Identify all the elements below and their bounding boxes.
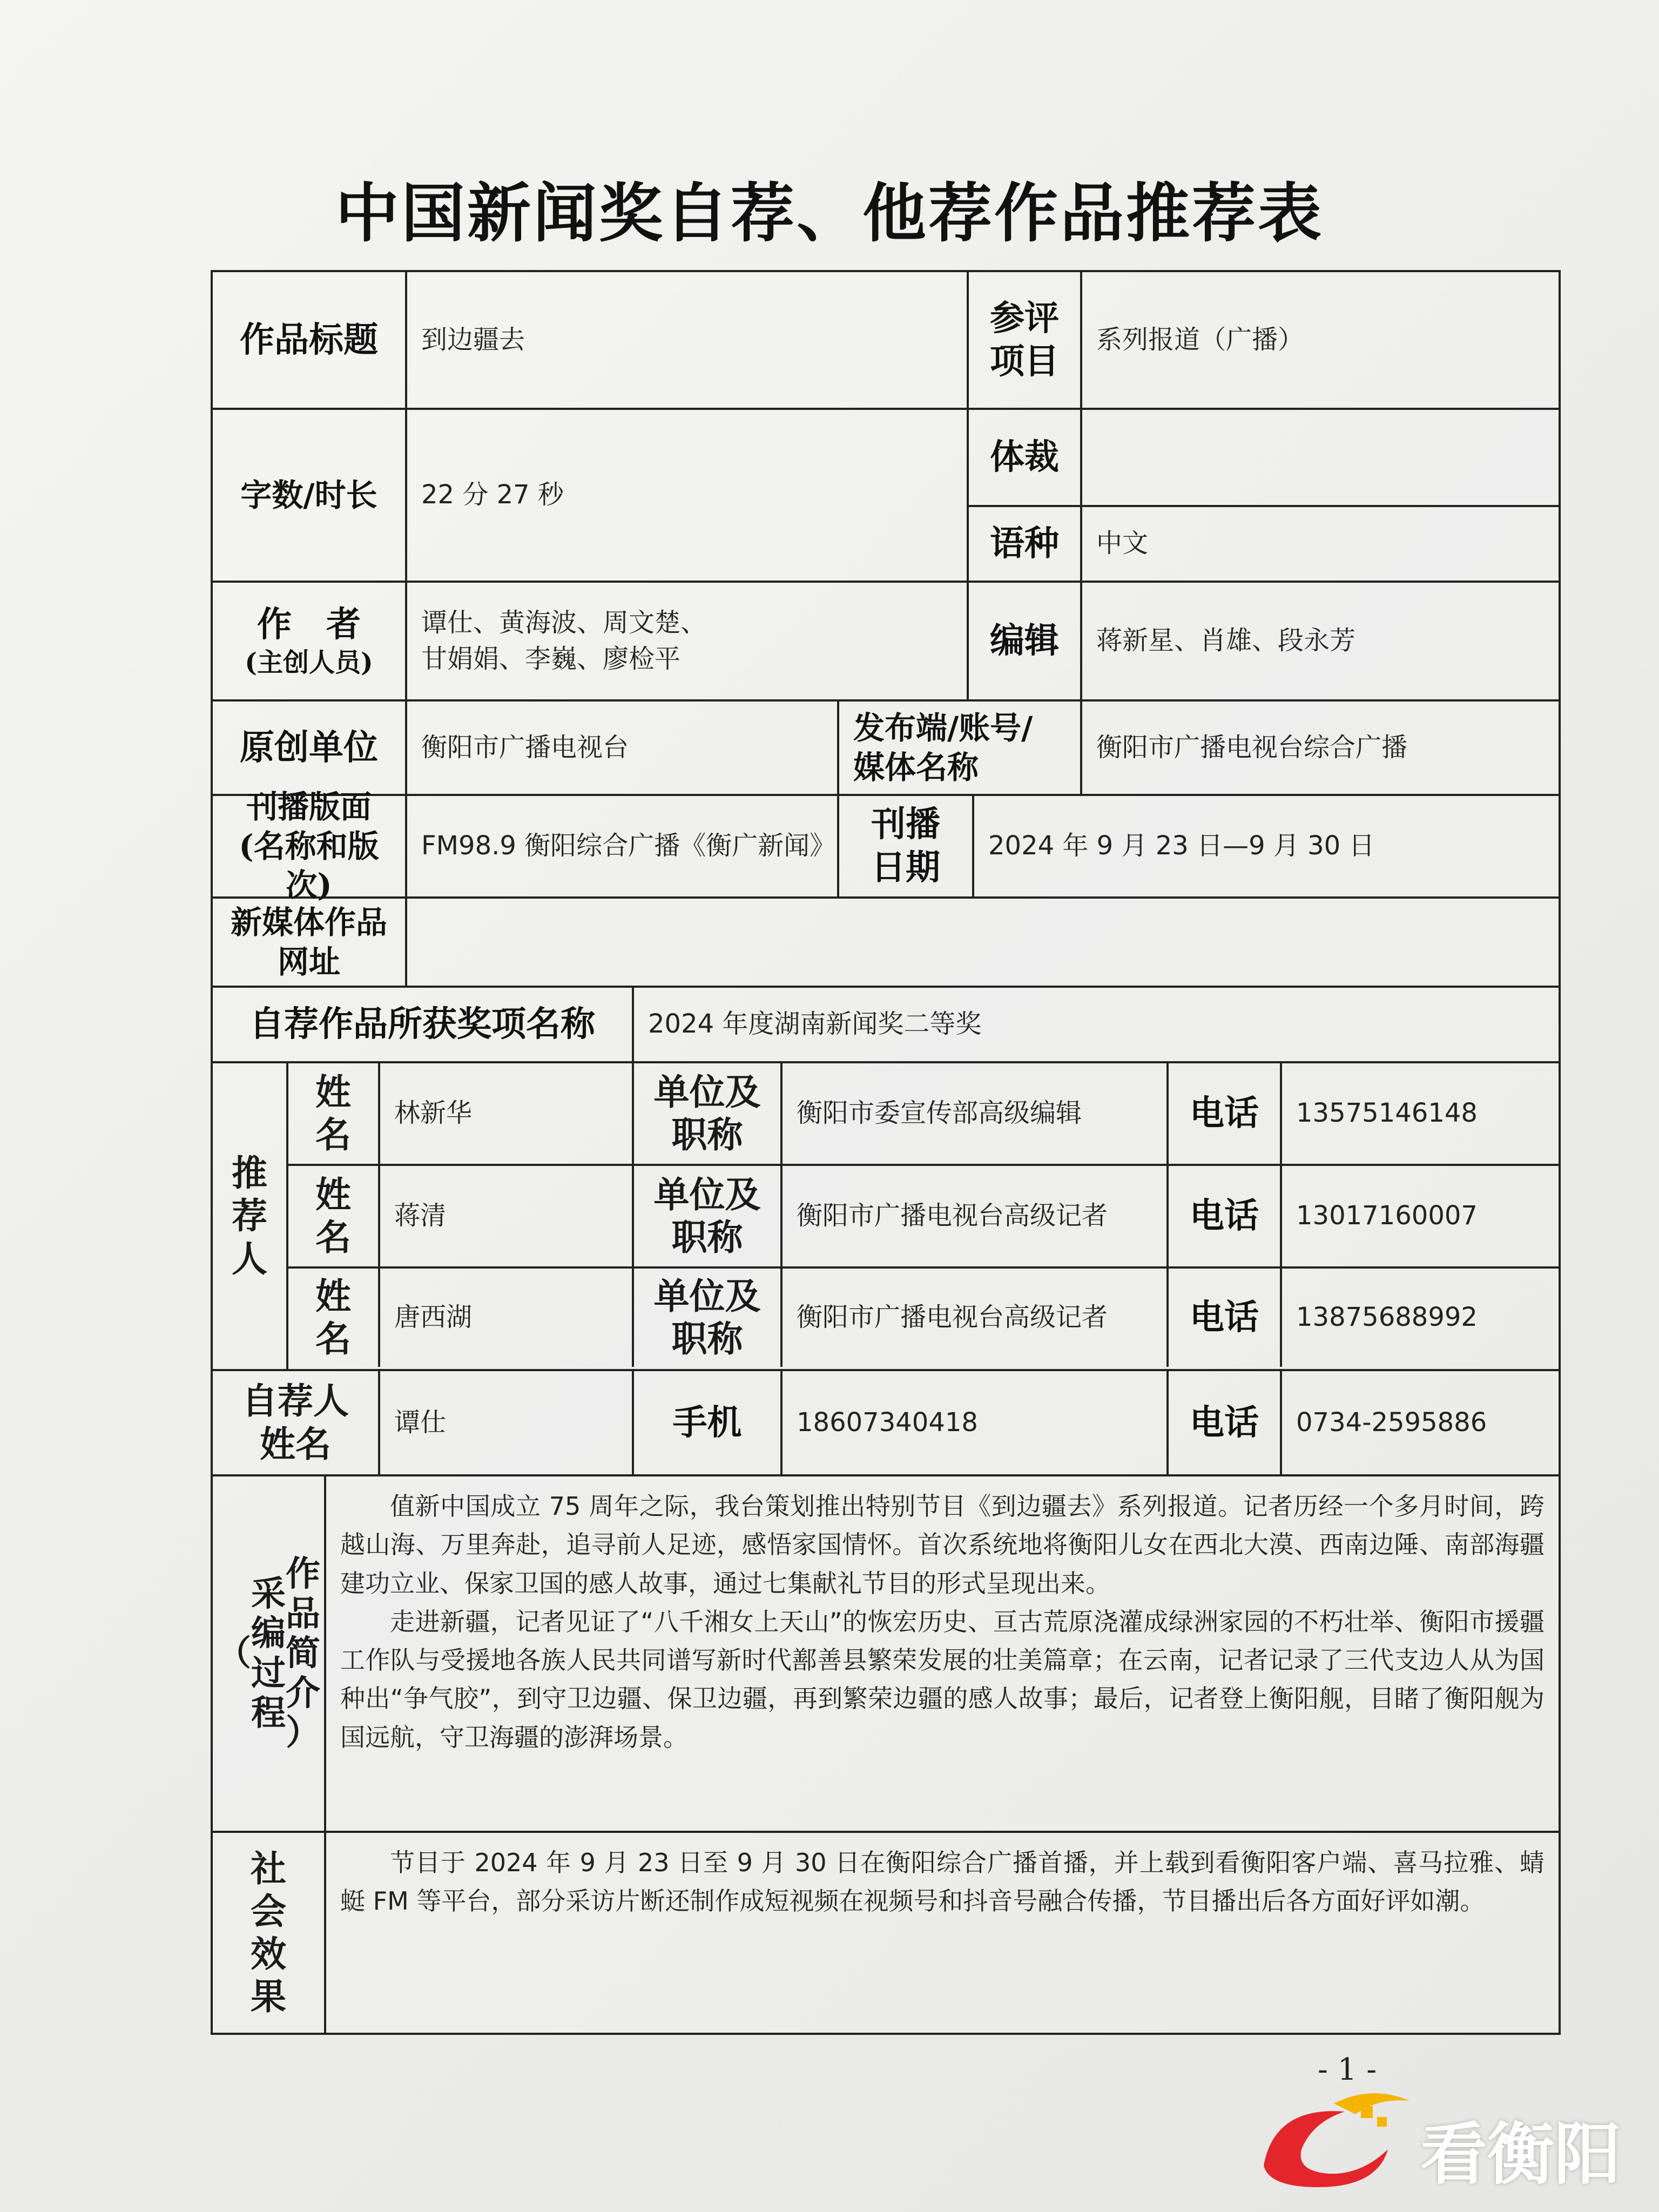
label-phone: 电话 — [1169, 1063, 1282, 1164]
recommender-phone: 13875688992 — [1296, 1302, 1478, 1333]
label-broadcast-section: 刊播版面 (名称和版次) — [213, 796, 407, 896]
label-name: 姓 名 — [288, 1063, 380, 1164]
form-title: 中国新闻奖自荐、他荐作品推荐表 — [335, 176, 1324, 251]
label-origin-unit: 原创单位 — [213, 702, 407, 794]
label-author: 作 者 (主创人员) — [213, 583, 407, 699]
value-length: 22 分 27 秒 — [407, 410, 969, 581]
page-number: - 1 - — [1318, 2052, 1377, 2087]
row-work-title — [213, 272, 1559, 410]
recommender-row — [288, 1063, 1559, 1166]
label-genre: 体裁 — [969, 410, 1082, 505]
label-phone: 电话 — [1169, 1371, 1282, 1474]
process-description — [326, 1476, 1559, 1831]
row-broadcast — [213, 788, 1559, 904]
recommendation-form — [211, 270, 1561, 2035]
self-recommender-phone: 0734-2595886 — [1296, 1407, 1487, 1438]
effect-description — [326, 1833, 1559, 1932]
label-broadcast-date: 刊播 日期 — [839, 796, 974, 896]
value-work-title: 到边疆去 — [407, 272, 969, 408]
value-new-media-url — [407, 899, 1559, 986]
recommender-phone: 13575146148 — [1296, 1098, 1478, 1129]
label-length: 字数/时长 — [213, 410, 407, 581]
value-author: 谭仕、黄海波、周文楚、 甘娟娟、李巍、廖检平 — [407, 583, 969, 699]
value-category: 系列报道（广播） — [1096, 324, 1304, 355]
label-category: 参评 项目 — [969, 272, 1082, 408]
label-unit-title: 单位及 职称 — [634, 1269, 783, 1367]
value-publisher: 衡阳市广播电视台综合广播 — [1096, 732, 1408, 763]
self-recommender-mobile: 18607340418 — [783, 1371, 1169, 1474]
value-language: 中文 — [1096, 528, 1149, 559]
label-phone: 电话 — [1169, 1166, 1282, 1266]
value-broadcast-section: FM98.9 衡阳综合广播《衡广新闻》 — [407, 796, 839, 896]
label-publisher: 发布端/账号/ 媒体名称 — [839, 702, 1082, 794]
row-new-media — [213, 899, 1559, 988]
process-paragraph: 值新中国成立 75 周年之际，我台策划推出特别节目《到边疆去》系列报道。记者历经一个多月时间，跨越山海、万里奔赴，追寻前人足迹，感悟家国情怀。首次系统地将衡阳儿女在西北大漠、西南边陲、南部海疆建功立业、保家卫国的感人故事，通过七集献礼节目的形式呈现出来。 — [340, 1492, 1545, 1598]
row-length — [213, 410, 1559, 583]
recommender-unit: 衡阳市委宣传部高级编辑 — [783, 1063, 1169, 1164]
label-language: 语种 — [969, 507, 1082, 581]
label-process: （ 采 编 过 程 作 品 简 介 ） — [213, 1476, 326, 1831]
effect-paragraph: 节目于 2024 年 9 月 23 日至 9 月 30 日在衡阳综合广播首播，并上载到看衡阳客户端、喜马拉雅、蜻蜓 FM 等平台，部分采访片断还制作成短视频在视频号和抖音号融合传播，节目播出后各方面好评如潮。 — [340, 1848, 1545, 1916]
value-origin-unit: 衡阳市广播电视台 — [407, 702, 839, 794]
value-award: 2024 年度湖南新闻奖二等奖 — [648, 1009, 982, 1040]
process-paragraph: 走进新疆，记者见证了“八千湘女上天山”的恢宏历史、亘古荒原浇灌成绿洲家园的不朽壮举、衡阳市援疆工作队与受援地各族人民共同谱写新时代鄯善县繁荣发展的壮美篇章；在云南，记者记录了三代支边人从为国种出“争气胶”，到守卫边疆、保卫边疆，再到繁荣边疆的感人故事；最后，记者登上衡阳舰，目睹了衡阳舰为国远航，守卫海疆的澎湃场景。 — [340, 1607, 1545, 1752]
recommender-unit: 衡阳市广播电视台高级记者 — [783, 1166, 1169, 1266]
recommender-row — [288, 1166, 1559, 1269]
value-genre — [1082, 410, 1559, 505]
recommender-unit: 衡阳市广播电视台高级记者 — [783, 1269, 1169, 1367]
recommender-name: 唐西湖 — [380, 1269, 634, 1367]
recommenders-block — [213, 1063, 1559, 1371]
value-broadcast-date: 2024 年 9 月 23 日—9 月 30 日 — [988, 831, 1375, 861]
label-effect: 社 会 效 果 — [213, 1833, 326, 2033]
label-recommender: 推 荐 人 — [213, 1063, 288, 1369]
recommender-row — [288, 1269, 1559, 1367]
label-award: 自荐作品所获奖项名称 — [213, 988, 634, 1061]
label-new-media-url: 新媒体作品 网址 — [213, 899, 407, 986]
recommender-name: 蒋清 — [380, 1166, 634, 1266]
label-editor: 编辑 — [969, 583, 1082, 699]
row-author — [213, 583, 1559, 702]
recommender-phone: 13017160007 — [1296, 1201, 1478, 1231]
watermark-text: 看衡阳 — [1420, 2116, 1622, 2194]
label-work-title: 作品标题 — [213, 272, 407, 408]
row-effect — [213, 1833, 1559, 2033]
label-phone: 电话 — [1169, 1269, 1282, 1367]
label-self-recommender: 自荐人 姓名 — [213, 1371, 380, 1474]
label-mobile: 手机 — [634, 1371, 783, 1474]
label-name: 姓 名 — [288, 1269, 380, 1367]
self-recommender-name: 谭仕 — [380, 1371, 634, 1474]
label-unit-title: 单位及 职称 — [634, 1063, 783, 1164]
row-origin — [213, 702, 1559, 796]
label-name: 姓 名 — [288, 1166, 380, 1266]
recommender-name: 林新华 — [380, 1063, 634, 1164]
row-award — [213, 988, 1559, 1063]
row-self-recommender — [213, 1371, 1559, 1476]
value-editor: 蒋新星、肖雄、段永芳 — [1096, 625, 1356, 656]
label-unit-title: 单位及 职称 — [634, 1166, 783, 1266]
row-process — [213, 1476, 1559, 1833]
